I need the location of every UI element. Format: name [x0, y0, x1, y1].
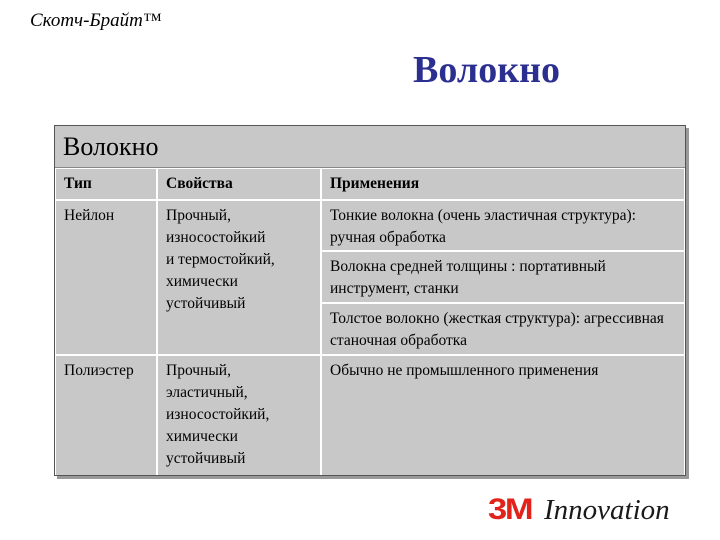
fiber-table	[54, 125, 686, 476]
row-nylon-application-1: Тонкие волокна (очень эластичная структура): ручная обработка	[322, 201, 684, 250]
row-nylon-properties: Прочный, износостойкий и термостойкий, химически устойчивый	[158, 201, 320, 354]
row-polyester-type: Полиэстер	[56, 356, 156, 475]
header-applications: Применения	[322, 169, 684, 199]
innovation-wordmark: Innovation	[544, 493, 670, 526]
row-nylon-type: Нейлон	[56, 201, 156, 354]
header-type: Тип	[56, 169, 156, 199]
header-properties: Свойства	[158, 169, 320, 199]
slide-title: Волокно	[413, 49, 560, 91]
3m-innovation-logo	[488, 492, 670, 528]
table-caption: Волокно	[55, 126, 685, 168]
3m-logo-mark: 3M	[488, 493, 532, 526]
row-polyester-application-1: Обычно не промышленного применения	[322, 356, 684, 475]
row-nylon-application-2: Волокна средней толщины : портативный инструмент, станки	[322, 252, 684, 302]
brand-label: Скотч-Брайт™	[30, 10, 162, 31]
row-nylon-application-3: Толстое волокно (жесткая структура): агрессивная станочная обработка	[322, 304, 684, 354]
row-polyester-properties: Прочный, эластичный, износостойкий, химически устойчивый	[158, 356, 320, 475]
